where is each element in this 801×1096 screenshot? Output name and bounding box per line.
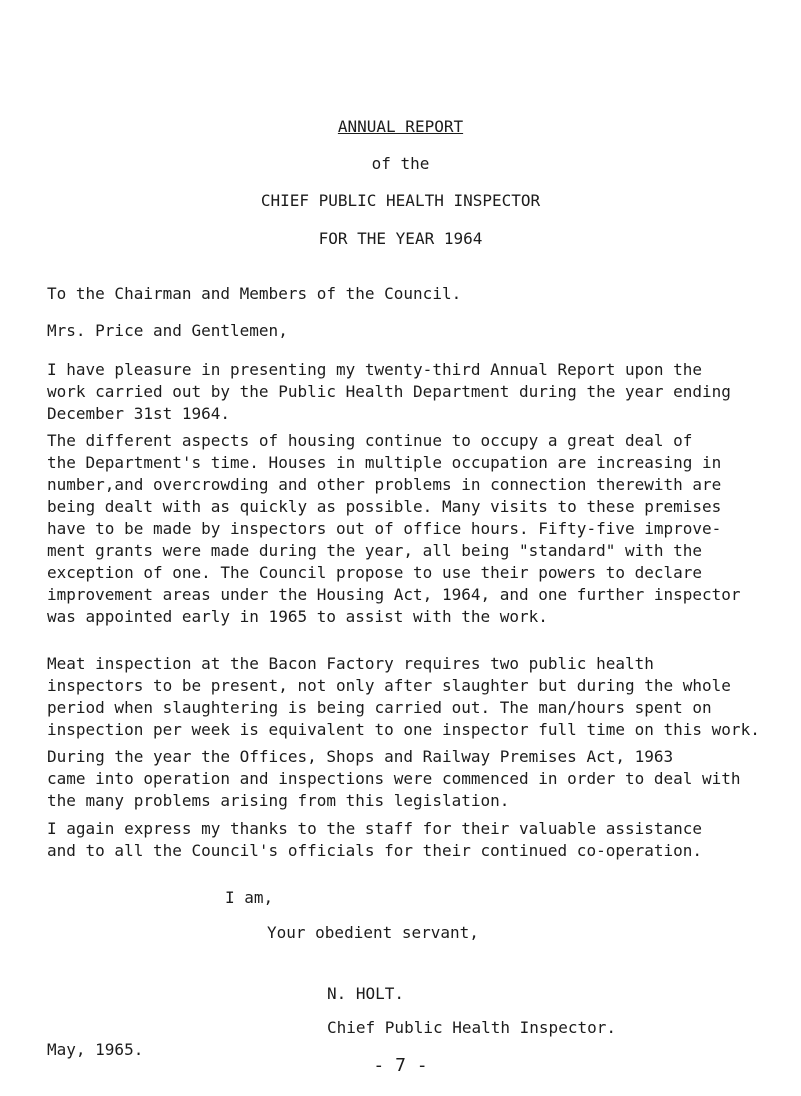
paragraph-offices-shops-act: During the year the Offices, Shops and Railway Premises Act, 1963 came into operation and inspections were commenced in order to deal with the many problems arising from this legislation.: [47, 747, 741, 810]
salutation-greeting: Mrs. Price and Gentlemen,: [47, 321, 288, 340]
report-subtitle-year: FOR THE YEAR 1964: [318, 229, 483, 248]
closing-i-am: I am,: [225, 888, 274, 907]
paragraph-thanks: I again express my thanks to the staff for their valuable assistance and to all the Council's officials for their continued co-operation.: [47, 819, 703, 860]
report-subtitle-of-the: of the: [371, 154, 430, 173]
report-date: May, 1965.: [47, 1040, 144, 1059]
paragraph-introduction: I have pleasure in presenting my twenty-third Annual Report upon the work carried out by the Public Health Department during the year ending December 31st 1964.: [47, 360, 731, 423]
salutation-address: To the Chairman and Members of the Council.: [47, 284, 462, 303]
paragraph-housing: The different aspects of housing continue to occupy a great deal of the Department's time. Houses in multiple occupation are increasing in number,and overcrowding and other problems in connection therewith are being dealt with as quickly as possible. Many visits to these premises have to be made by inspectors out of office hours. Fifty-five improve- ment grants were made during the year, all being "standard" with the exception of one. The Council propose to use their powers to declare improvement areas under the Housing Act, 1964, and one further inspector was appointed early in 1965 to assist with the work.: [47, 431, 741, 626]
report-subtitle-office: CHIEF PUBLIC HEALTH INSPECTOR: [260, 191, 541, 210]
paragraph-meat-inspection: Meat inspection at the Bacon Factory requires two public health inspectors to be present, not only after slaughter but during the whole period when slaughtering is being carried out. The man/hours spent on inspection per week is equivalent to one inspector full time on this work.: [47, 654, 760, 739]
signatory-name: N. HOLT.: [327, 984, 405, 1003]
report-title: ANNUAL REPORT: [337, 117, 464, 136]
closing-obedient-servant: Your obedient servant,: [267, 923, 479, 942]
page-number: - 7 -: [373, 1055, 428, 1076]
signatory-title: Chief Public Health Inspector.: [327, 1018, 616, 1037]
